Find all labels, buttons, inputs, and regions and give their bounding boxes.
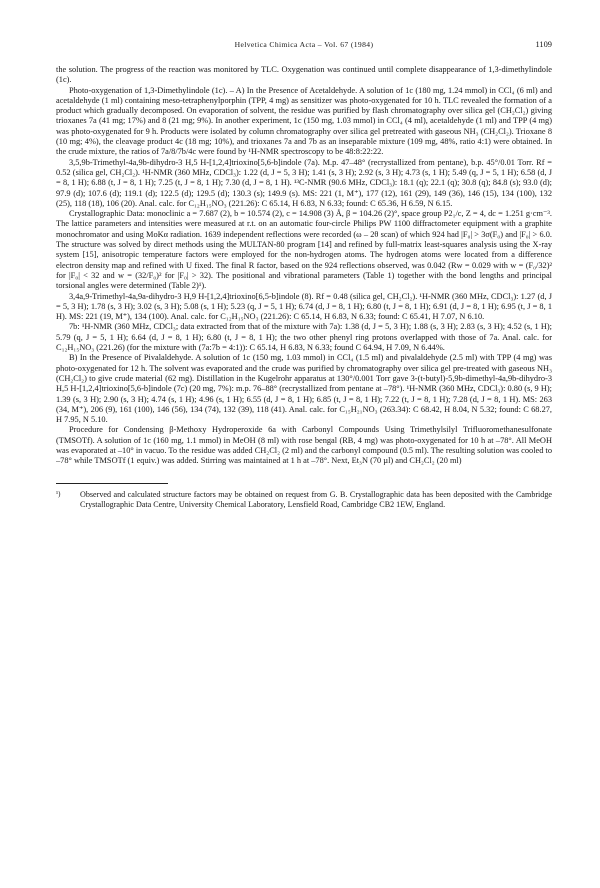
paragraph-pivalaldehyde: B) In the Presence of Pivalaldehyde. A solution of 1c (150 mg, 1.03 mmol) in CCl₄ (1.5 ml) and pivalaldehyde (2.5 ml) with TPP (4 mg) was photo-oxygenated for 12 h. The solvent was evaporated and the crude was purified by chromatography over silica gel pre-treated with gaseous NH₃ (CH₂Cl₂) to give crude material (62 mg). Distillation in the Kugelrohr apparatus at 130°/0.001 Torr gave 3-(t-butyl)-5,9b-dimethyl-4a,9b-dihydro-3 H,5 H-[1,2,4]trioxino[5,6-b]indole (7c) (20 mg, 7%): m.p. 76–88° (recrystallized from pentane at –78°). ¹H-NMR (360 MHz, CDCl₃): 0.80 (s, 9 H); 1.39 (s, 3 H); 2.90 (s, 3 H); 4.74 (s, 1 H); 4.96 (s, 1 H); 6.55 (d, J = 8, 1 H); 6.85 (t, J = 8, 1 H); 7.22 (t, J = 8, 1 H); 7.28 (d, J = 8, 1 H). MS: 263 (34, M⁺), 206 (9), 161 (100), 146 (56), 134 (74), 132 (39), 118 (41). Anal. calc. for C₁₅H₂₁NO₃ (263.34): C 68.42, H 8.04, N 5.32; found: C 68.27, H 7.95, N 5.10. <box>56 353 552 425</box>
running-header <box>56 40 552 54</box>
paragraph-compound-7a: 3,5,9b-Trimethyl-4a,9b-dihydro-3 H,5 H-[1,2,4]trioxino[5,6-b]indole (7a). M.p. 47–48° (recrystallized from pentane), b.p. 45°/0.01 Torr. Rf = 0.52 (silica gel, CH₂Cl₂). ¹H-NMR (360 MHz, CDCl₃): 1.22 (d, J = 5, 3 H); 1.41 (s, 3 H); 2.92 (s, 3 H); 4.73 (s, 1 H); 5.49 (q, J = 5, 1 H); 6.58 (d, J = 8, 1 H); 6.88 (t, J = 8, 1 H); 7.25 (t, J = 8, 1 H); 7.30 (d, J = 8, 1 H). ¹³C-NMR (90.6 MHz, CDCl₃): 18.1 (q); 22.1 (q); 30.8 (q); 84.8 (s); 93.0 (d); 97.9 (d); 107.6 (d); 119.1 (d); 122.5 (d); 129.5 (d); 130.3 (s); 149.9 (s). MS: 221 (1, M⁺), 177 (12), 161 (29), 149 (36), 146 (15), 134 (100), 132 (25), 118 (18), 106 (20). Anal. calc. for C₁₂H₁₅NO₃ (221.26): C 65.14, H 6.83, N 6.33; found: C 65.36, H 6.59, N 6.15. <box>56 157 552 208</box>
document-page <box>56 40 552 860</box>
footnote <box>56 490 552 510</box>
paragraph-procedure-tmsotf: Procedure for Condensing β-Methoxy Hydroperoxide 6a with Carbonyl Compounds Using Trimethylsilyl Trifluoromethanesulfonate (TMSOTf). A solution of 1c (160 mg, 1.1 mmol) in MeOH (8 ml) with rose bengal (RB, 4 mg) was photo-oxygenated for 10 h at –78°. All MeOH was evaporated at –10° in vacuo. To the residue was added CH₂Cl₂ (2 ml) and the carbonyl compound (0.5 ml). The resulting solution was cooled to –78° while TMSOTf (1 equiv.) was added. Stirring was maintained at 1 h at –78°. Next, Et₃N (70 µl) and CH₂Cl₂ (20 ml) <box>56 425 552 466</box>
paragraph-continuation: the solution. The progress of the reaction was monitored by TLC. Oxygenation was continued until complete disappearance of 1,3-dimethylindole (1c). <box>56 65 552 85</box>
body-text <box>56 65 552 467</box>
paragraph-photo-oxygenation: Photo-oxygenation of 1,3-Dimethylindole (1c). – A) In the Presence of Acetaldehyde. A solution of 1c (180 mg, 1.24 mmol) in CCl₄ (6 ml) and acetaldehyde (1 ml) containing meso-tetraphenylporphin (TPP, 4 mg) as sensitizer was photo-oxygenated for 10 h. TLC revealed the formation of a product which gradually decomposed. On evaporation of solvent, the residue was purified by flash chromatography over silica gel (CH₂Cl₂) giving trioxanes 7a (41 mg; 17%) and 8 (21 mg; 9%). In another experiment, 1c (150 mg, 1.03 mmol) in CCl₄ (4 ml), acetaldehyde (1 ml) and TPP (4 mg) was photo-oxygenated for 9 h. Products were isolated by column chromatography over silica gel pretreated with gaseous NH₃ (CH₂Cl₂). Trioxane 8 (10 mg; 4%), the cleavage product 4c (18 mg; 10%), and trioxanes 7a and 7b as an inseparable mixture (109 mg, 48%, ratio 4:1) were obtained. In the crude mixture, the ratios of 7a/8/7b/4c were found by ¹H-NMR spectroscopy to be 48:8:22:22. <box>56 85 552 157</box>
footnote-text: Observed and calculated structure factors may be obtained on request from G. B. Crystallographic data has been deposited with the Cambridge Crystallographic Data Centre, University Chemical Laboratory, Lensfield Road, Cambridge CB2 1EW, England. <box>80 489 552 509</box>
paragraph-compound-7b: 7b: ¹H-NMR (360 MHz, CDCl₃; data extracted from that of the mixture with 7a): 1.38 (d, J = 5, 3 H); 1.88 (s, 3 H); 2.83 (s, 3 H); 4.52 (s, 1 H); 5.79 (q, J = 5, 1 H); 6.64 (d, J = 8, 1 H); 6.80 (t, J = 8, 1 H); the two other phenyl ring protons overlapped with those of 7a. Anal. calc. for C₁₂H₁₅NO₃ (221.26) (for the mixture with (7a:7b = 4:1)): C 65.14, H 6.83, N 6.33; found C 64.94, H 7.09, N 6.44%. <box>56 322 552 353</box>
running-title: Helvetica Chimica Acta – Vol. 67 (1984) <box>234 40 374 49</box>
paragraph-crystallographic-data: Crystallographic Data: monoclinic a = 7.687 (2), b = 10.574 (2), c = 14.908 (3) Å, β = 104.26 (2)°, space group P2₁/c, Z = 4, dc = 1.251 g·cm⁻³. The lattice parameters and intensities were measured at r.t. on an automatic four-circle Philips PW 1100 diffractometer equipment with a graphite monochromator and using MoKα radiation. 1639 independent reflections were recorded (ω – 2θ scan) of which 924 had |F₀| > 3σ(F₀) and |F₀| > 6.0. The structure was solved by direct methods using the MULTAN-80 program [14] and refined by full-matrix least-squares analysis using the X-ray system [15], anisotropic temperature factors were employed for the non-hydrogen atoms. The hydrogen atoms were located from a difference electron density map and refined with U fixed. The final R factor, based on the 924 reflections observed, was 0.042 (Rw = 0.029 with w = (F₀/32)² for |F₀| < 32 and w = (32/F₀)² for |F₀| > 32). The positional and vibrational parameters (Table 1) together with the bond lengths and principal torsional angles were determined (Table 2)¹). <box>56 209 552 291</box>
footnote-rule <box>56 483 168 484</box>
footnote-marker: ¹) <box>56 489 61 498</box>
paragraph-compound-8: 3,4a,9-Trimethyl-4a,9a-dihydro-3 H,9 H-[1,2,4]trioxino[6,5-b]indole (8). Rf = 0.48 (silica gel, CH₂Cl₂). ¹H-NMR (360 MHz, CDCl₃): 1.27 (d, J = 5, 3 H); 1.78 (s, 3 H); 3.02 (s, 3 H); 5.08 (s, 1 H); 5.23 (q, J = 5, 1 H); 6.74 (d, J = 8, 1 H); 6.80 (t, J = 8, 1 H); 6.91 (d, J = 8, 1 H); 6.95 (t, J = 8, 1 H). MS: 221 (19, M⁺), 134 (100). Anal. calc. for C₁₂H₁₅NO₃ (221.26): C 65.14, H 6.83, N 6.33; found: C 65.41, H 7.07, N 6.10. <box>56 291 552 322</box>
page-number: 1109 <box>535 40 552 49</box>
